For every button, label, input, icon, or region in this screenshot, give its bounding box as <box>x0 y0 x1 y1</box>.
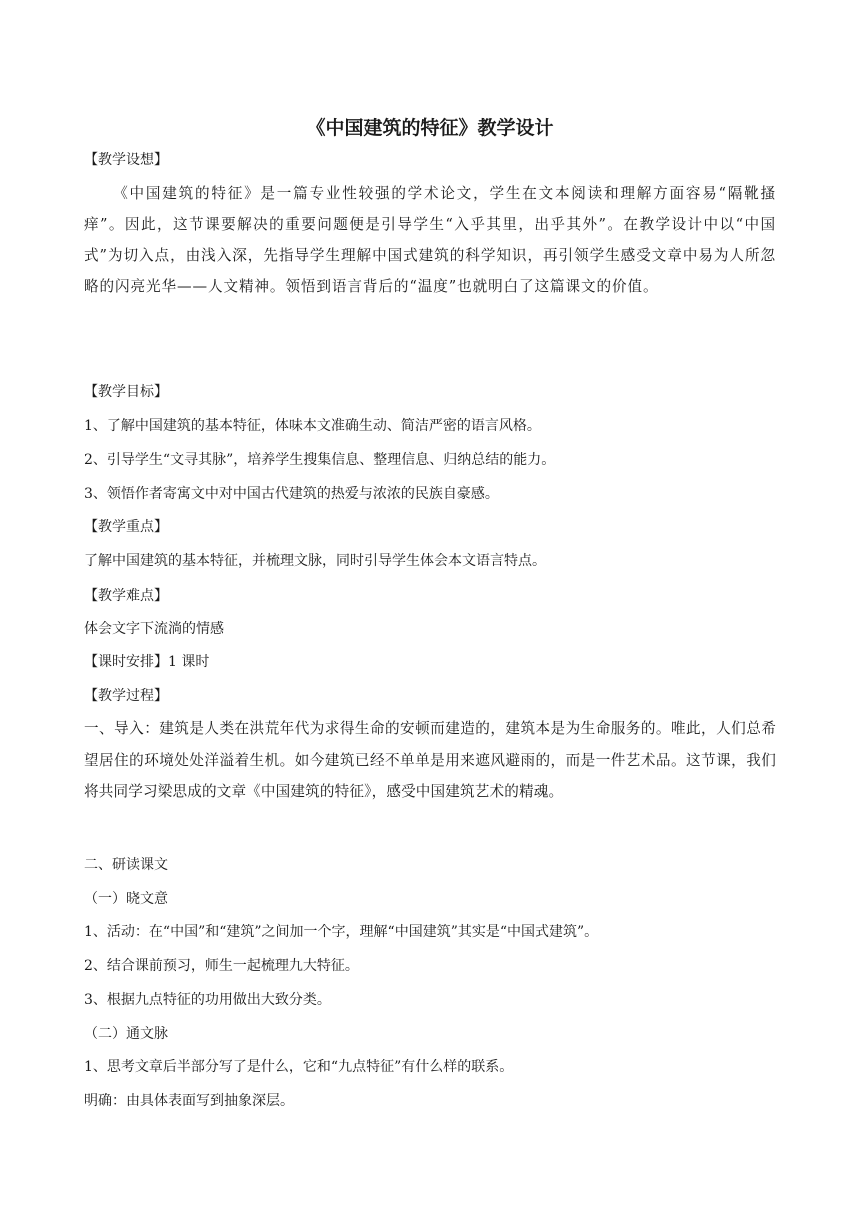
goal-item: 3、领悟作者寄寓文中对中国古代建筑的热爱与浓浓的民族自豪感。 <box>84 486 499 502</box>
goal-item: 1、了解中国建筑的基本特征，体味本文准确生动、简洁严密的语言风格。 <box>84 418 541 434</box>
key-points-heading: 【教学重点】 <box>84 519 168 535</box>
goals-heading: 【教学目标】 <box>84 384 168 400</box>
design-idea-paragraph <box>84 178 776 302</box>
sub1-item: 2、结合课前预习，师生一起梳理九大特征。 <box>84 958 359 974</box>
design-idea-heading: 【教学设想】 <box>84 152 168 168</box>
difficulty-heading: 【教学难点】 <box>84 588 168 604</box>
key-points-text: 了解中国建筑的基本特征，并梳理文脉，同时引导学生体会本文语言特点。 <box>84 553 546 569</box>
sub1-heading: （一）晓文意 <box>84 891 168 907</box>
part2-heading: 二、研读课文 <box>84 857 168 873</box>
process-heading: 【教学过程】 <box>84 688 168 704</box>
goal-item: 2、引导学生“文寻其脉”，培养学生搜集信息、整理信息、归纳总结的能力。 <box>84 452 556 468</box>
sub2-heading: （二）通文脉 <box>84 1026 168 1042</box>
document-title: 《中国建筑的特征》教学设计 <box>306 117 554 139</box>
sub1-item: 3、根据九点特征的功用做出大致分类。 <box>84 992 331 1008</box>
schedule-value: 1 课时 <box>168 654 210 670</box>
design-idea-text: 《中国建筑的特征》是一篇专业性较强的学术论文，学生在文本阅读和理解方面容易“隔靴搔痒”。因此，这节课要解决的重要问题便是引导学生“入乎其里，出乎其外”。在教学设计中以“中国式”为切入点，由浅入深，先指导学生理解中国式建筑的科学知识，再引领学生感受文章中易为人所忽略的闪亮光华——人文精神。领悟到语言背后的“温度”也就明白了这篇课文的价值。 <box>84 185 776 295</box>
lead-in-paragraph <box>84 713 776 808</box>
schedule-heading: 【课时安排】 <box>84 654 168 670</box>
lead-in-text: 一、导入：建筑是人类在洪荒年代为求得生命的安顿而建造的，建筑本是为生命服务的。唯此，人们总希望居住的环境处处洋溢着生机。如今建筑已经不单单是用来遮风避雨的，而是一件艺术品。这节课，我们将共同学习梁思成的文章《中国建筑的特征》，感受中国建筑艺术的精魂。 <box>84 720 776 800</box>
sub2-item: 1、思考文章后半部分写了是什么，它和“九点特征”有什么样的联系。 <box>84 1059 514 1075</box>
difficulty-text: 体会文字下流淌的情感 <box>84 621 224 637</box>
sub1-item: 1、活动：在“中国”和“建筑”之间加一个字，理解“中国建筑”其实是“中国式建筑”。 <box>84 924 599 940</box>
schedule-line <box>84 652 209 672</box>
sub2-item: 明确：由具体表面写到抽象深层。 <box>84 1093 294 1109</box>
